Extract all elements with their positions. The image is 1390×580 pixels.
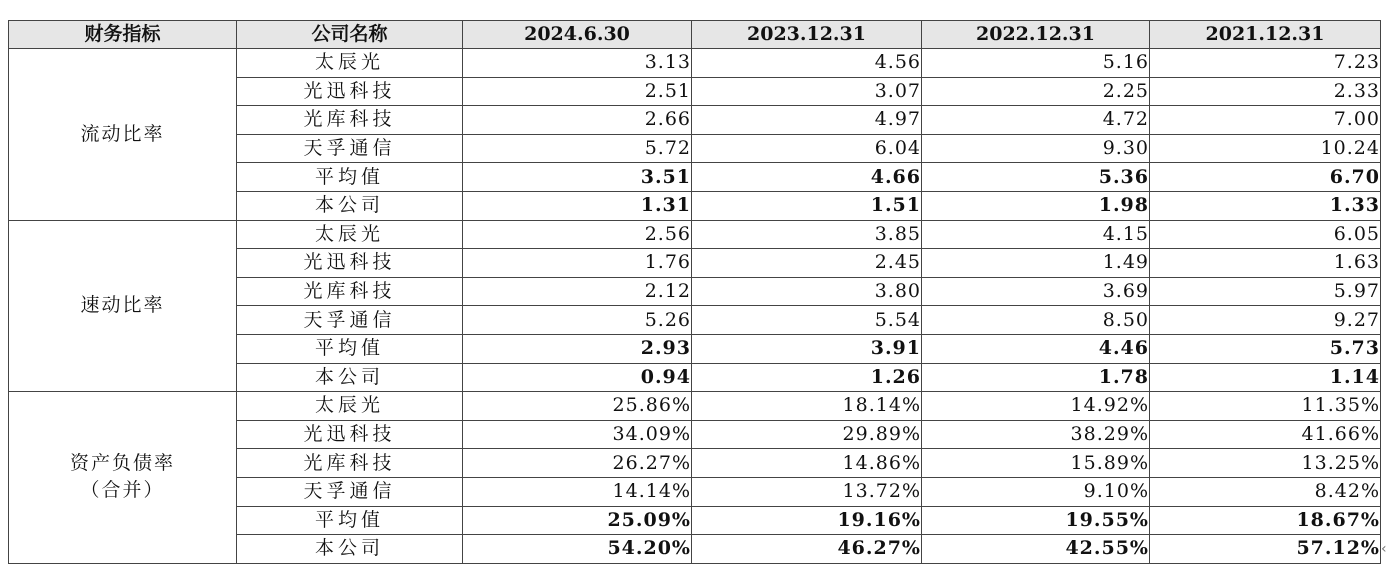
- value-cell: 5.16: [922, 49, 1150, 78]
- value-cell: 13.25%: [1150, 449, 1381, 478]
- value-cell: 9.27: [1150, 306, 1381, 335]
- value-cell: 26.27%: [463, 449, 692, 478]
- table-header: [9, 21, 1381, 49]
- edge-mark: ‹: [1381, 541, 1387, 557]
- table-row: [9, 49, 1381, 78]
- value-cell: 2.66: [463, 106, 692, 135]
- company-cell: 本公司: [237, 363, 463, 392]
- value-cell: 2.51: [463, 77, 692, 106]
- value-cell: 1.14: [1150, 363, 1381, 392]
- value-cell: 7.23: [1150, 49, 1381, 78]
- value-cell: 3.69: [922, 277, 1150, 306]
- value-cell: 19.55%: [922, 506, 1150, 535]
- value-cell: 4.46: [922, 334, 1150, 363]
- value-cell: 1.63: [1150, 249, 1381, 278]
- value-cell: 3.85: [692, 220, 922, 249]
- metric-cell: [9, 392, 237, 564]
- value-cell: 3.07: [692, 77, 922, 106]
- value-cell: 14.86%: [692, 449, 922, 478]
- value-cell: 3.80: [692, 277, 922, 306]
- value-cell: 2.45: [692, 249, 922, 278]
- value-cell: 10.24: [1150, 134, 1381, 163]
- metric-label: 速动比率: [80, 294, 165, 317]
- value-cell: 5.72: [463, 134, 692, 163]
- value-cell: 8.50: [922, 306, 1150, 335]
- metric-label: 资产负债率: [69, 452, 175, 475]
- value-cell: 14.92%: [922, 392, 1150, 421]
- value-cell: 14.14%: [463, 477, 692, 506]
- value-cell: 6.70: [1150, 163, 1381, 192]
- header-row: [9, 21, 1381, 49]
- company-cell: 太辰光: [237, 220, 463, 249]
- company-cell: 光迅科技: [237, 249, 463, 278]
- header-period-2021-12-31: 2021.12.31: [1150, 21, 1381, 49]
- value-cell: 18.67%: [1150, 506, 1381, 535]
- value-cell: 38.29%: [922, 420, 1150, 449]
- value-cell: 25.86%: [463, 392, 692, 421]
- value-cell: 1.78: [922, 363, 1150, 392]
- value-cell: 1.26: [692, 363, 922, 392]
- value-cell: 3.51: [463, 163, 692, 192]
- table-body: [9, 49, 1381, 564]
- company-cell: 平均值: [237, 334, 463, 363]
- company-cell: 太辰光: [237, 49, 463, 78]
- value-cell: 8.42%: [1150, 477, 1381, 506]
- value-cell: 3.91: [692, 334, 922, 363]
- value-cell: 0.94: [463, 363, 692, 392]
- value-cell: 5.36: [922, 163, 1150, 192]
- value-cell: 4.72: [922, 106, 1150, 135]
- value-cell: 29.89%: [692, 420, 922, 449]
- value-cell: 15.89%: [922, 449, 1150, 478]
- company-cell: 平均值: [237, 506, 463, 535]
- value-cell: 34.09%: [463, 420, 692, 449]
- company-cell: 光迅科技: [237, 77, 463, 106]
- header-period-2022-12-31: 2022.12.31: [922, 21, 1150, 49]
- table-row: [9, 220, 1381, 249]
- company-cell: 光库科技: [237, 449, 463, 478]
- value-cell: 5.97: [1150, 277, 1381, 306]
- value-cell: 6.04: [692, 134, 922, 163]
- value-cell: 41.66%: [1150, 420, 1381, 449]
- value-cell: 2.93: [463, 334, 692, 363]
- value-cell: 3.13: [463, 49, 692, 78]
- value-cell: 1.98: [922, 191, 1150, 220]
- value-cell: 1.76: [463, 249, 692, 278]
- metric-label: （合并）: [80, 479, 165, 502]
- value-cell: 2.12: [463, 277, 692, 306]
- value-cell: 46.27%: [692, 535, 922, 564]
- metric-label: 流动比率: [80, 122, 165, 145]
- company-cell: 平均值: [237, 163, 463, 192]
- company-cell: 太辰光: [237, 392, 463, 421]
- value-cell: 5.54: [692, 306, 922, 335]
- value-cell: 1.49: [922, 249, 1150, 278]
- header-company: 公司名称: [237, 21, 463, 49]
- value-cell: 13.72%: [692, 477, 922, 506]
- value-cell: 1.31: [463, 191, 692, 220]
- value-cell: 54.20%: [463, 535, 692, 564]
- company-cell: 本公司: [237, 535, 463, 564]
- value-cell: 1.51: [692, 191, 922, 220]
- header-metric: 财务指标: [9, 21, 237, 49]
- company-cell: 本公司: [237, 191, 463, 220]
- value-cell: 9.10%: [922, 477, 1150, 506]
- value-cell: 11.35%: [1150, 392, 1381, 421]
- metric-cell: [9, 220, 237, 392]
- value-cell: 7.00: [1150, 106, 1381, 135]
- company-cell: 天孚通信: [237, 134, 463, 163]
- value-cell: 4.15: [922, 220, 1150, 249]
- company-cell: 光库科技: [237, 106, 463, 135]
- company-cell: 天孚通信: [237, 306, 463, 335]
- value-cell: 4.56: [692, 49, 922, 78]
- value-cell: 25.09%: [463, 506, 692, 535]
- company-cell: 天孚通信: [237, 477, 463, 506]
- header-period-2024-06-30: 2024.6.30: [463, 21, 692, 49]
- value-cell: 2.25: [922, 77, 1150, 106]
- company-cell: 光库科技: [237, 277, 463, 306]
- value-cell: 2.56: [463, 220, 692, 249]
- value-cell: 57.12%: [1150, 535, 1381, 564]
- value-cell: 2.33: [1150, 77, 1381, 106]
- value-cell: 4.97: [692, 106, 922, 135]
- value-cell: 6.05: [1150, 220, 1381, 249]
- value-cell: 5.26: [463, 306, 692, 335]
- value-cell: 5.73: [1150, 334, 1381, 363]
- table-row: [9, 392, 1381, 421]
- company-cell: 光迅科技: [237, 420, 463, 449]
- header-period-2023-12-31: 2023.12.31: [692, 21, 922, 49]
- value-cell: 4.66: [692, 163, 922, 192]
- metric-cell: [9, 49, 237, 221]
- value-cell: 19.16%: [692, 506, 922, 535]
- value-cell: 42.55%: [922, 535, 1150, 564]
- value-cell: 9.30: [922, 134, 1150, 163]
- value-cell: 18.14%: [692, 392, 922, 421]
- value-cell: 1.33: [1150, 191, 1381, 220]
- financial-indicators-table: [8, 20, 1381, 564]
